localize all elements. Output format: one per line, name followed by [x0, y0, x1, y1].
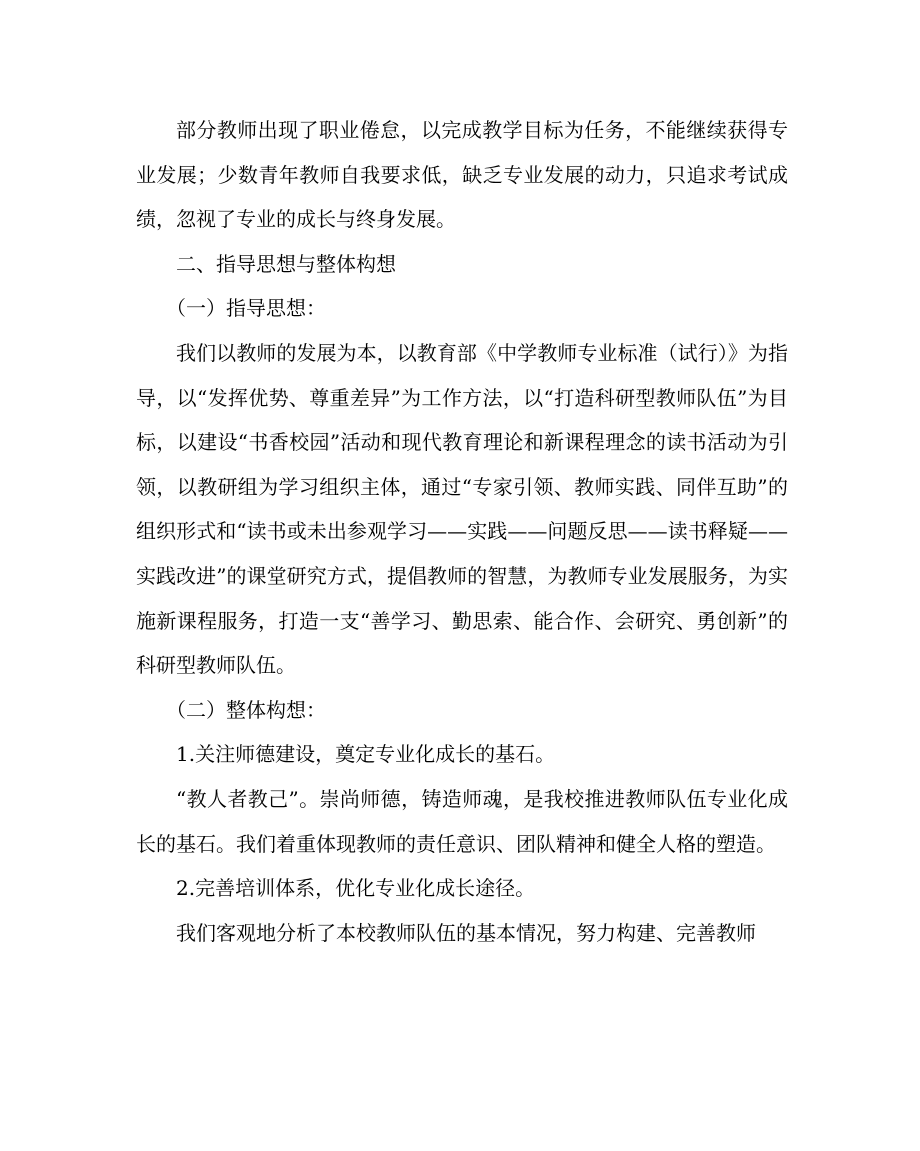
body-paragraph: 我们以教师的发展为本，以教育部《中学教师专业标准（试行）》为指导，以“发挥优势、尊重差异”为工作方法，以“打造科研型教师队伍”为目标，以建设“书香校园”活动和现代教育理论和新课程理念的读书活动为引领，以教研组为学习组织主体，通过“专家引领、教师实践、同伴互助”的组织形式和“读书或未出参观学习——实践——问题反思——读书释疑——实践改进”的课堂研究方式，提倡教师的智慧，为教师专业发展服务，为实施新课程服务，打造一支“善学习、勤思索、能合作、会研究、勇创新”的科研型教师队伍。 — [136, 340, 788, 678]
subsection-heading: （一）指导思想： — [166, 296, 326, 321]
body-paragraph: “教人者教己”。崇尚师德，铸造师魂，是我校推进教师队伍专业化成长的基石。我们着重体现教师的责任意识、团队精神和健全人格的塑造。 — [136, 786, 788, 856]
body-paragraph: 我们客观地分析了本校教师队伍的基本情况，努力构建、完善教师 — [176, 920, 756, 945]
numbered-heading: 2.完善培训体系，优化专业化成长途径。 — [176, 876, 536, 901]
section-heading: 二、指导思想与整体构想 — [176, 251, 396, 276]
body-paragraph: 部分教师出现了职业倦怠，以完成教学目标为任务，不能继续获得专业发展；少数青年教师自我要求低，缺乏专业发展的动力，只追求考试成绩，忽视了专业的成长与终身发展。 — [136, 118, 788, 232]
subsection-heading: （二）整体构想： — [166, 697, 326, 722]
numbered-heading: 1.关注师德建设，奠定专业化成长的基石。 — [176, 742, 556, 767]
